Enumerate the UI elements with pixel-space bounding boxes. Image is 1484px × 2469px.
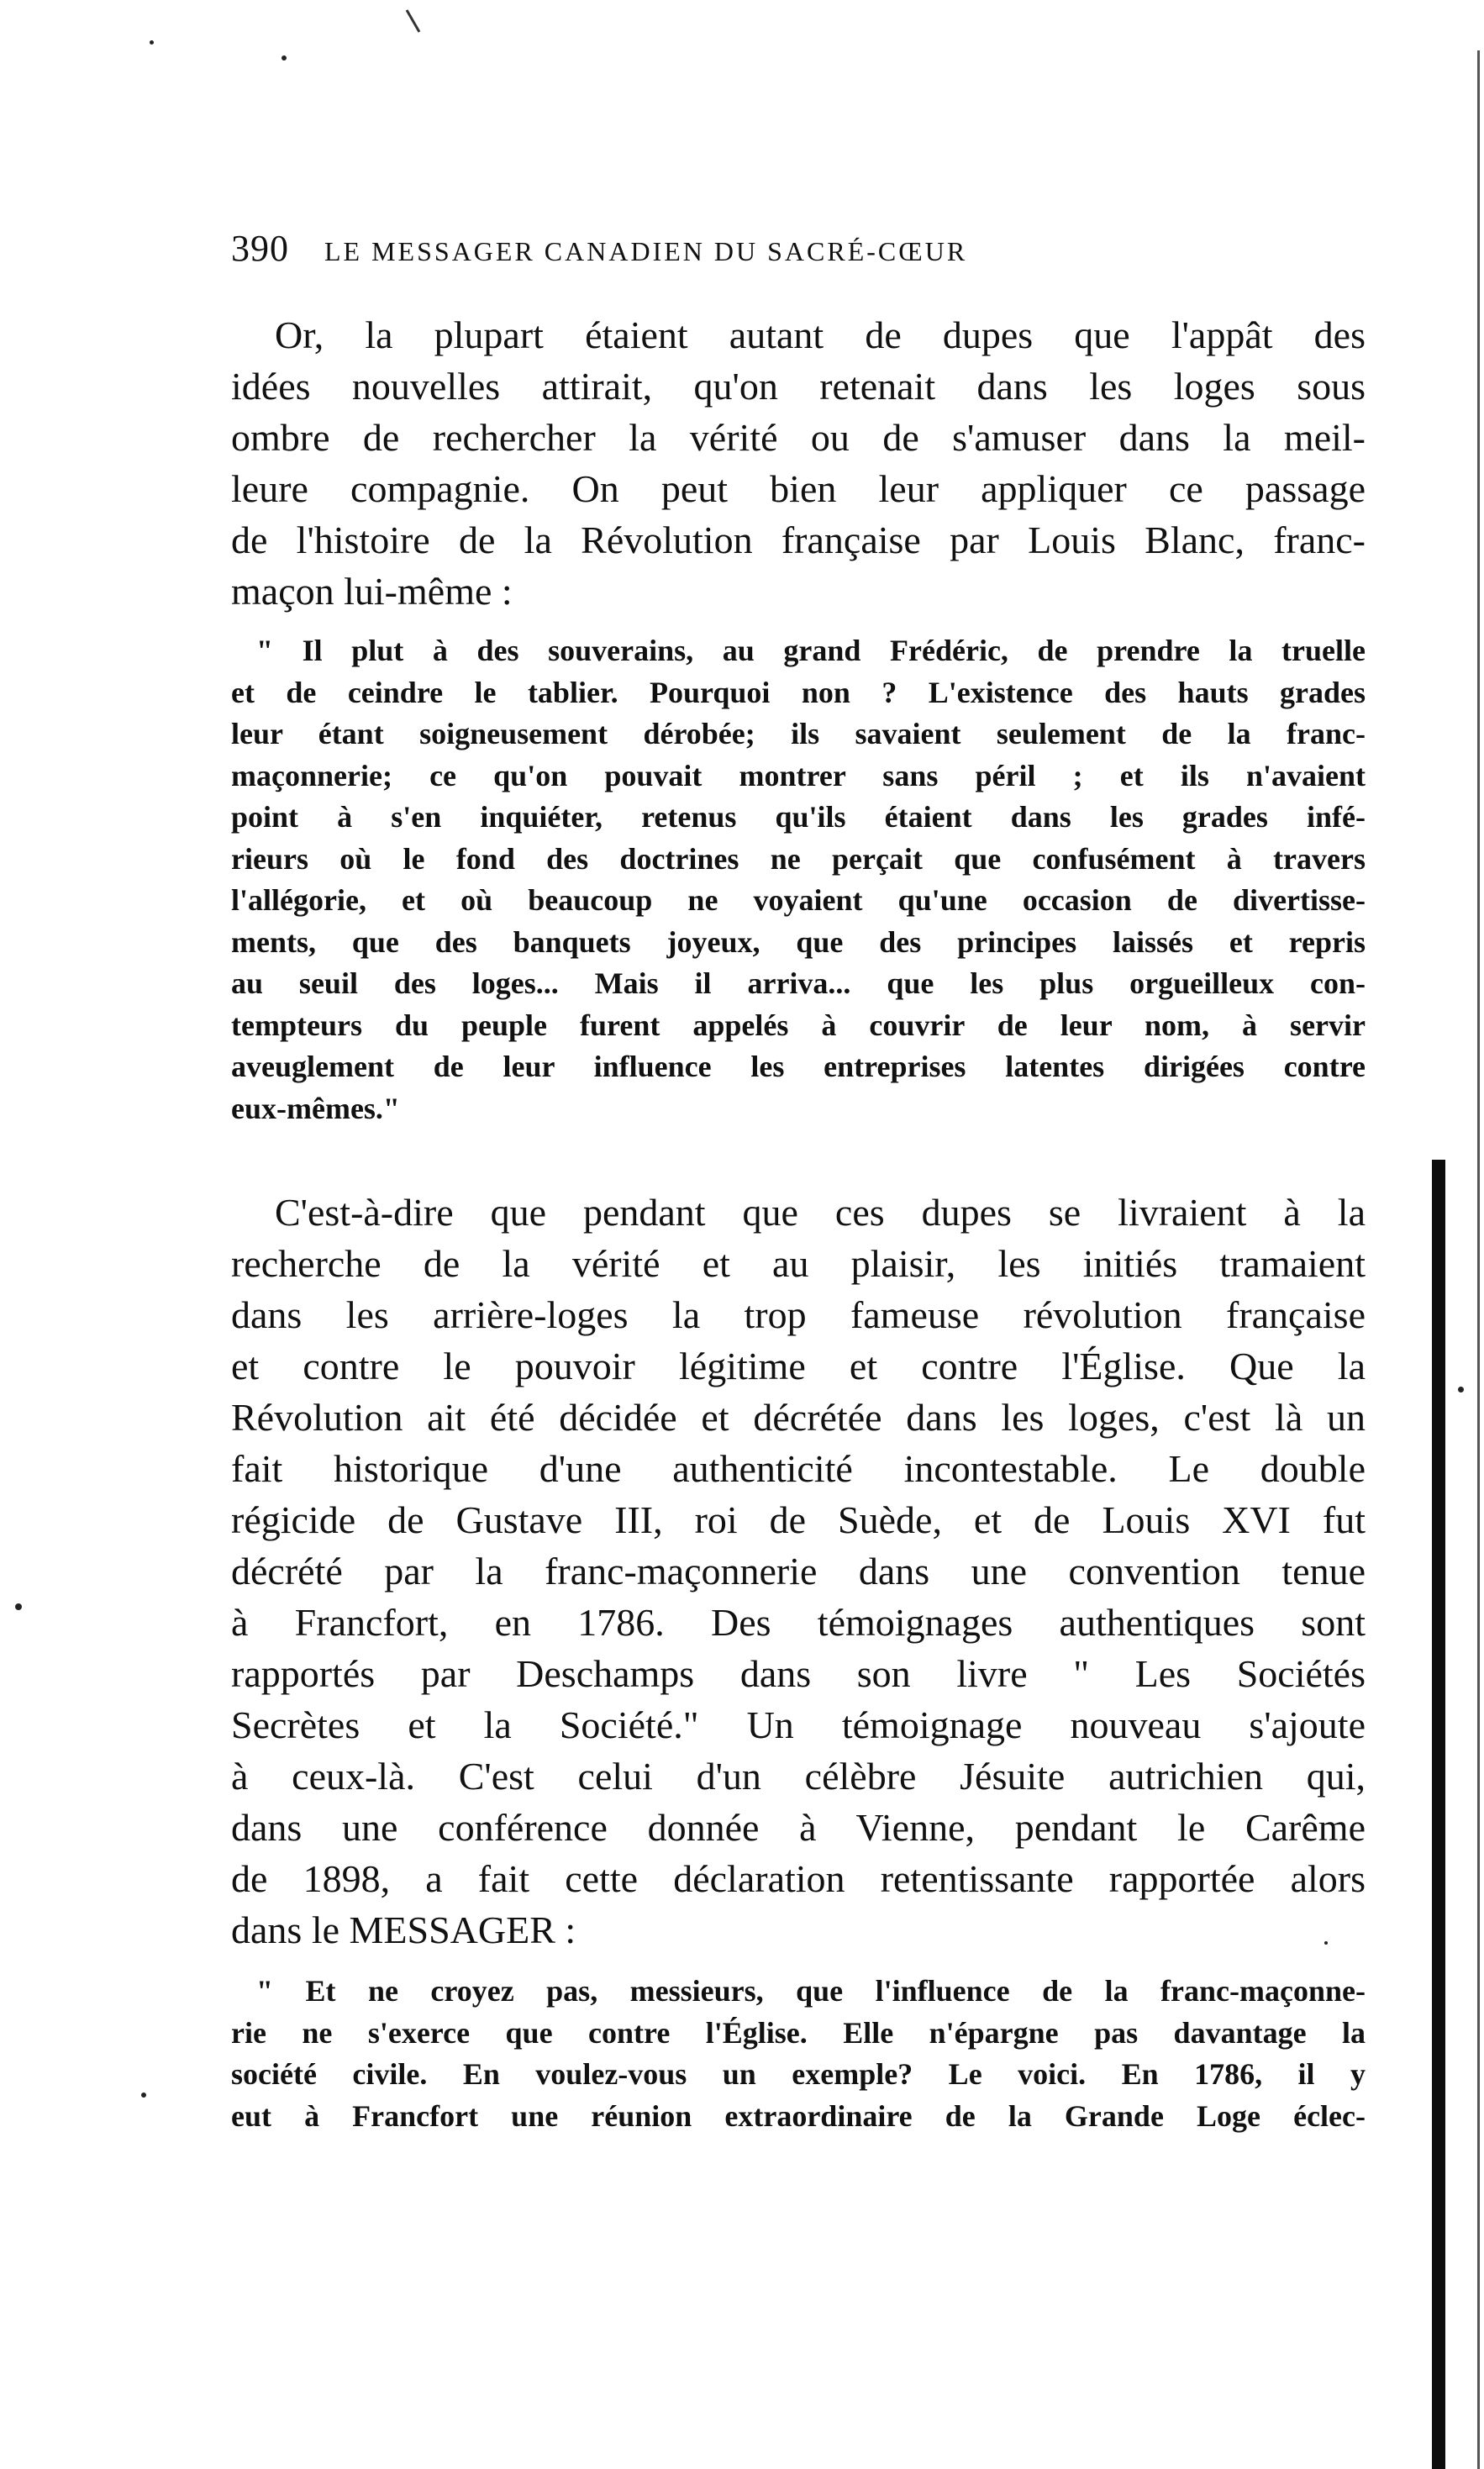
scan-speck xyxy=(282,55,287,61)
text-line: fait historique d'une authenticité incontestable. Le double xyxy=(231,1447,1366,1490)
text-line: C'est-à-dire que pendant que ces dupes se livraient à la xyxy=(275,1191,1366,1234)
running-head-title: LE MESSAGER CANADIEN DU SACRÉ-CŒUR xyxy=(324,236,968,266)
quote-line: " Et ne croyez pas, messieurs, que l'influence de la franc-maçonne- xyxy=(256,1974,1366,2008)
quote-line: tempteurs du peuple furent appelés à couvrir de leur nom, à servir xyxy=(231,1008,1366,1042)
quote-block-1 xyxy=(231,630,1366,1129)
quote-line: eux-mêmes." xyxy=(231,1091,400,1125)
scan-speck xyxy=(150,40,154,45)
text-line: rapportés par Deschamps dans son livre " Les Sociétés xyxy=(231,1652,1366,1695)
binding-shadow xyxy=(1432,1160,1445,2469)
text-line: décrété par la franc-maçonnerie dans une convention tenue xyxy=(231,1550,1366,1592)
text-line: régicide de Gustave III, roi de Suède, et de Louis XVI fut xyxy=(231,1498,1366,1541)
text-line: de 1898, a fait cette déclaration retentissante rapportée alors xyxy=(231,1857,1366,1900)
quote-line: point à s'en inquiéter, retenus qu'ils étaient dans les grades infé- xyxy=(231,800,1366,834)
text-line: à ceux-là. C'est celui d'un célèbre Jésuite autrichien qui, xyxy=(231,1755,1366,1798)
text-line: ombre de rechercher la vérité ou de s'amuser dans la meil- xyxy=(231,416,1366,459)
quote-line: eut à Francfort une réunion extraordinaire de la Grande Loge éclec- xyxy=(231,2098,1366,2133)
text-line: recherche de la vérité et au plaisir, les initiés tramaient xyxy=(231,1242,1366,1285)
quote-line: société civile. En voulez-vous un exemple? Le voici. En 1786, il y xyxy=(231,2057,1366,2091)
scan-speck xyxy=(141,2093,146,2098)
text-line: de l'histoire de la Révolution française par Louis Blanc, franc- xyxy=(231,519,1366,561)
text-line: et contre le pouvoir légitime et contre l'Église. Que la xyxy=(231,1345,1366,1387)
paragraph-1 xyxy=(231,309,1366,617)
text-line: maçon lui-même : xyxy=(231,570,513,613)
scan-mark xyxy=(406,9,421,32)
text-line: leure compagnie. On peut bien leur appliquer ce passage xyxy=(231,467,1366,510)
text-line: idées nouvelles attirait, qu'on retenait dans les loges sous xyxy=(231,365,1366,408)
quote-line: et de ceindre le tablier. Pourquoi non ? L'existence des hauts grades xyxy=(231,675,1366,709)
text-line: dans une conférence donnée à Vienne, pendant le Carême xyxy=(231,1806,1366,1849)
quote-line: maçonnerie; ce qu'on pouvait montrer sans péril ; et ils n'avaient xyxy=(231,758,1366,792)
running-header xyxy=(231,227,1239,277)
quote-line: rie ne s'exerce que contre l'Église. Elle n'épargne pas davantage la xyxy=(231,2015,1366,2050)
quote-line: rieurs où le fond des doctrines ne perçait que confusément à travers xyxy=(231,841,1366,876)
quote-line: l'allégorie, et où beaucoup ne voyaient qu'une occasion de divertisse- xyxy=(231,883,1366,917)
paragraph-2 xyxy=(231,1187,1366,1956)
quote-line: ments, que des banquets joyeux, que des principes laissés et repris xyxy=(231,924,1366,959)
text-line: dans les arrière-loges la trop fameuse révolution française xyxy=(231,1293,1366,1336)
text-line: Révolution ait été décidée et décrétée dans les loges, c'est là un xyxy=(231,1396,1366,1439)
page-edge-line xyxy=(1477,50,1480,2469)
scan-speck xyxy=(1458,1387,1464,1392)
quote-line: " Il plut à des souverains, au grand Frédéric, de prendre la truelle xyxy=(256,634,1366,667)
quote-line: aveuglement de leur influence les entreprises latentes dirigées contre xyxy=(231,1050,1366,1083)
quote-line: leur étant soigneusement dérobée; ils savaient seulement de la franc- xyxy=(231,717,1366,750)
text-line: Or, la plupart étaient autant de dupes que l'appât des xyxy=(275,313,1366,356)
text-line: Secrètes et la Société." Un témoignage nouveau s'ajoute xyxy=(231,1703,1366,1746)
text-line: à Francfort, en 1786. Des témoignages authentiques sont xyxy=(231,1601,1366,1644)
text-line: dans le MESSAGER : xyxy=(231,1908,576,1951)
page-number: 390 xyxy=(231,228,289,269)
quote-line: au seuil des loges... Mais il arriva... que les plus orgueilleux con- xyxy=(231,966,1366,1000)
quote-block-2 xyxy=(231,1971,1366,2137)
scan-speck xyxy=(15,1603,22,1610)
